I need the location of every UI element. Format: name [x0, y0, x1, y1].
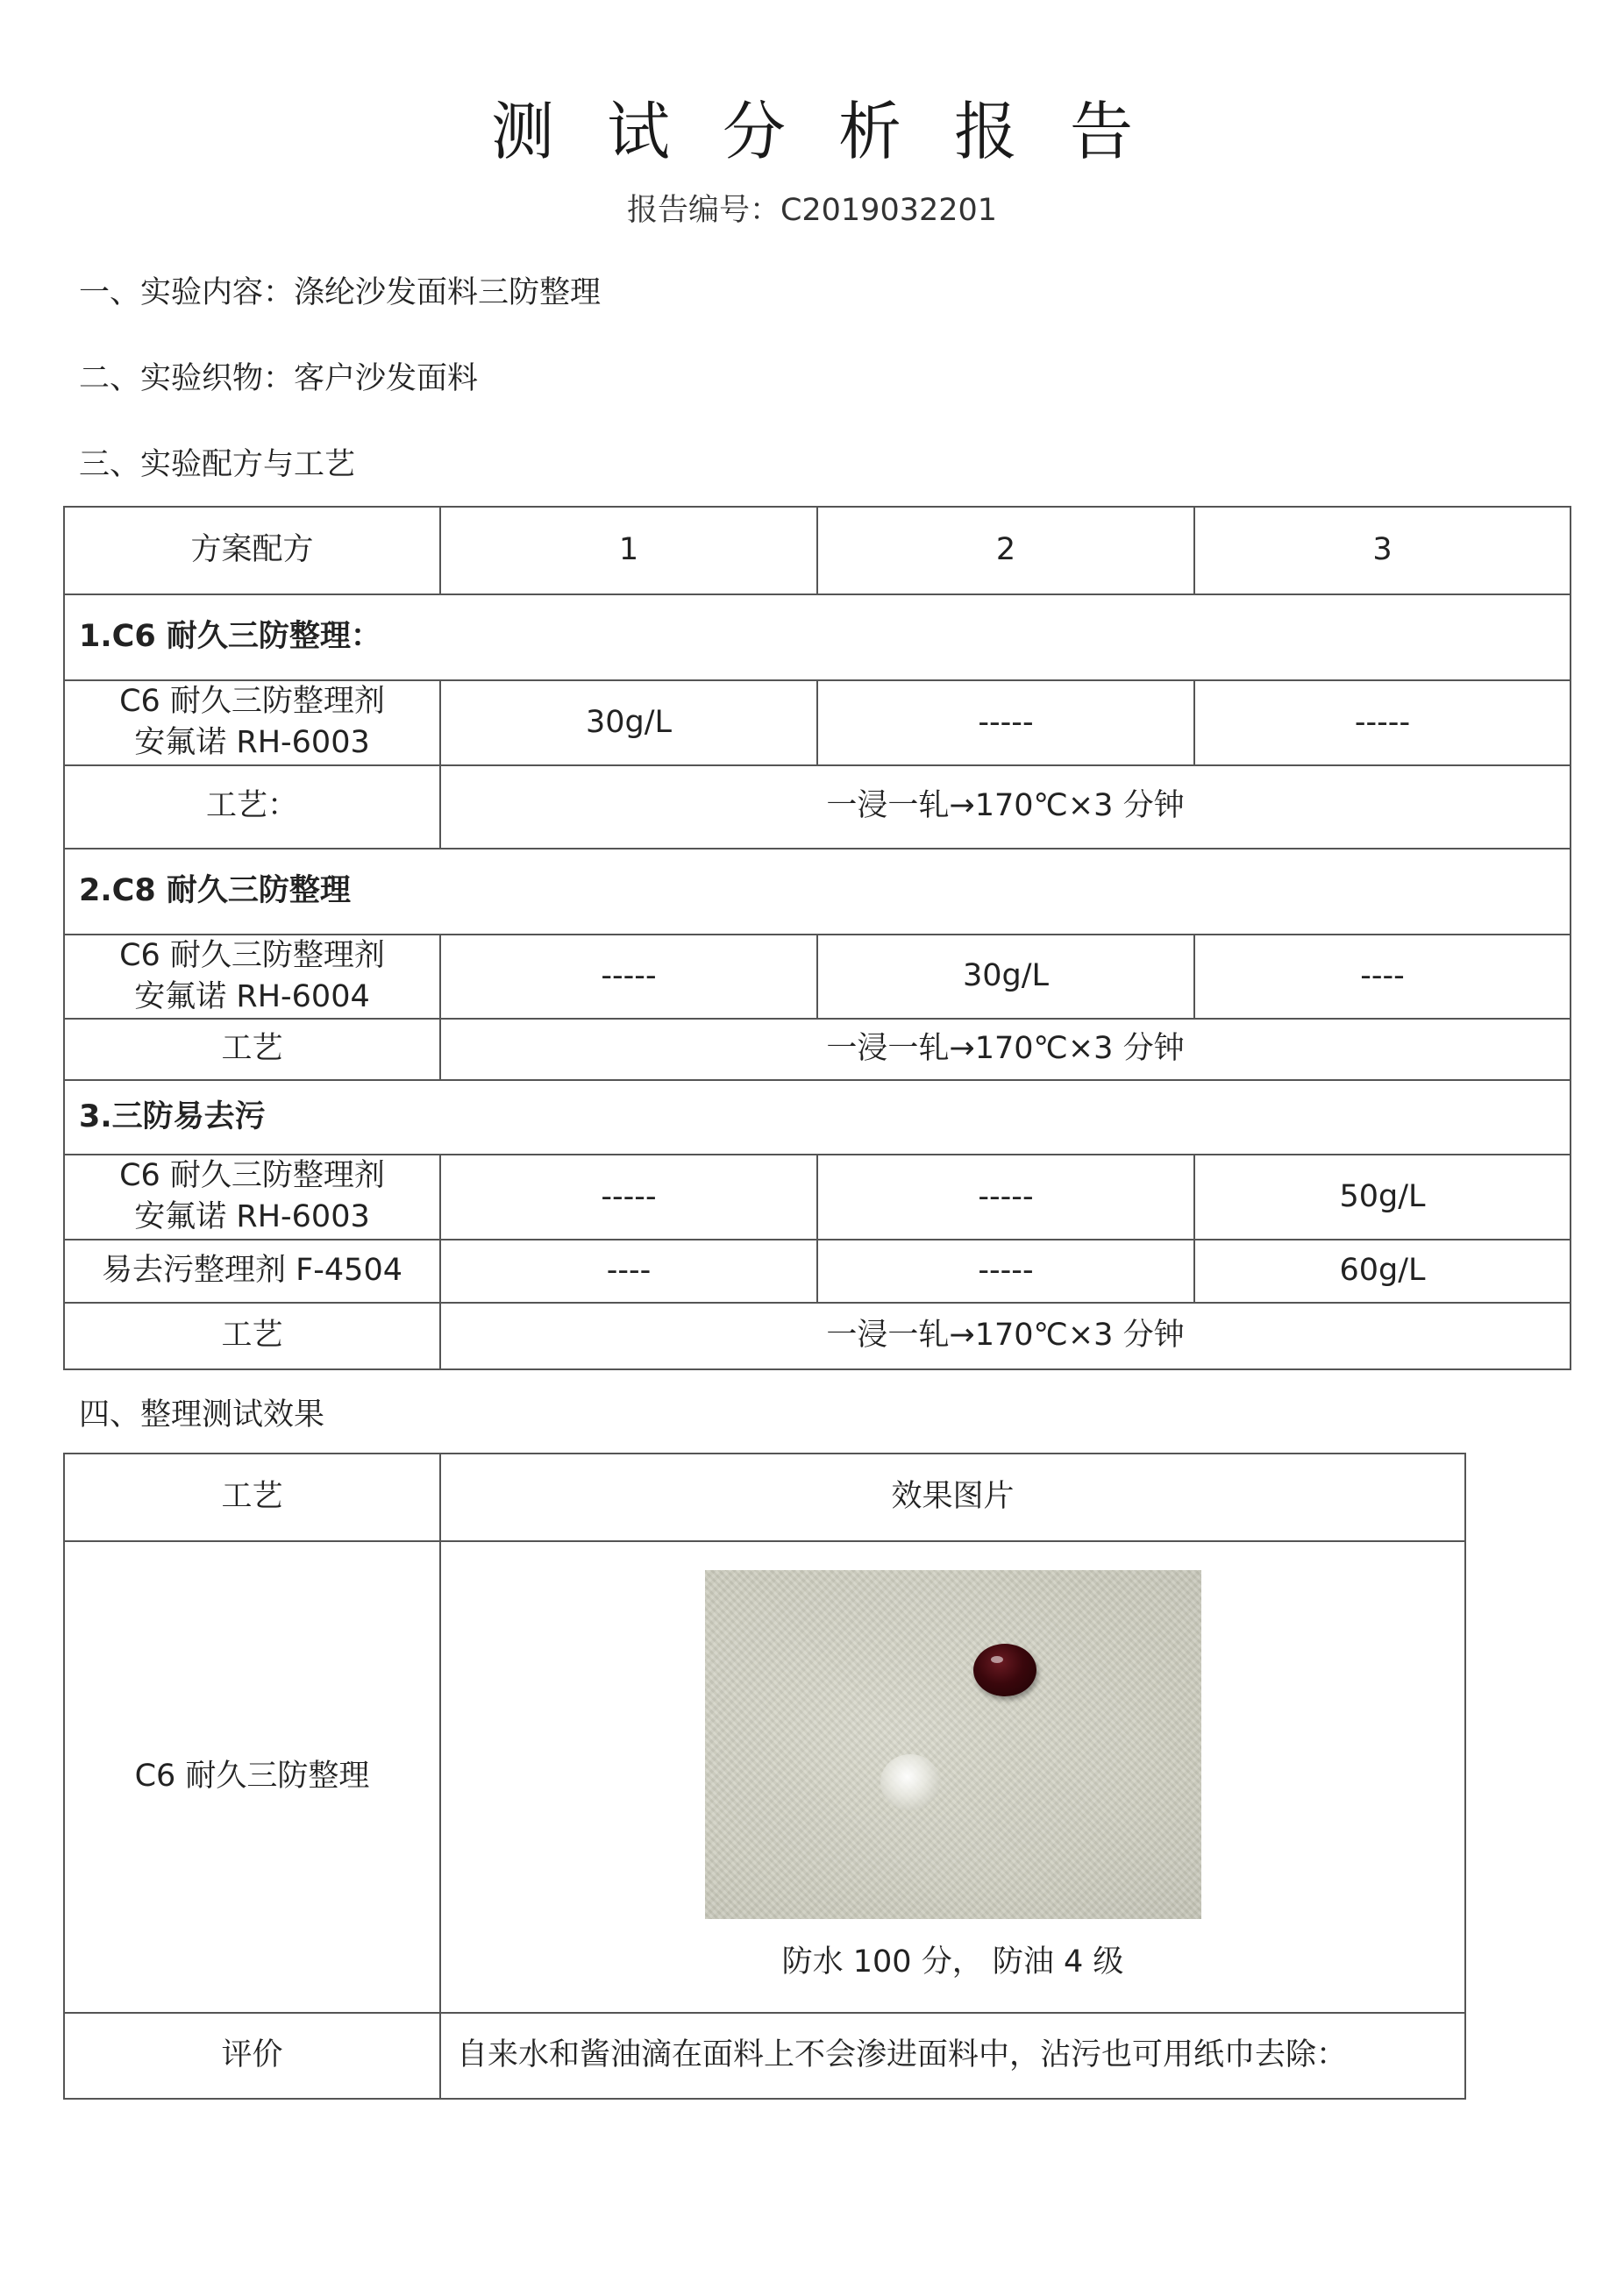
plan-3-value: 50g/L — [1194, 1155, 1571, 1240]
section-1-content: 一、实验内容：涤纶沙发面料三防整理 — [79, 275, 602, 310]
result-process-name: C6 耐久三防整理 — [64, 1541, 440, 2013]
recipe-table — [63, 506, 1571, 1370]
plan-1-value: ---- — [440, 1240, 817, 1303]
agent-name-line1: C6 耐久三防整理剂 — [119, 684, 385, 719]
agent-name-line1: C6 耐久三防整理剂 — [119, 937, 385, 973]
group-3-process-row — [64, 1303, 1571, 1369]
header-recipe: 方案配方 — [64, 507, 440, 594]
group-2-agent-row — [64, 935, 1571, 1020]
soy-sauce-droplet — [973, 1644, 1036, 1696]
water-droplet — [880, 1754, 940, 1810]
plan-3-value: 60g/L — [1194, 1240, 1571, 1303]
process-label: 工艺： — [64, 765, 440, 849]
plan-2-value: ----- — [817, 680, 1194, 765]
process-value: 一浸一轧→170℃×3 分钟 — [440, 1303, 1571, 1369]
section-3-recipe: 三、实验配方与工艺 — [79, 447, 356, 482]
plan-2-value: ----- — [817, 1240, 1194, 1303]
plan-3-value: ----- — [1194, 680, 1571, 765]
fabric-test-photo — [705, 1570, 1201, 1919]
plan-1-value: ----- — [440, 1155, 817, 1240]
group-3-agent2-row — [64, 1240, 1571, 1303]
agent-name-line2: 安氟诺 RH-6004 — [134, 978, 370, 1014]
section-2-fabric: 二、实验织物：客户沙发面料 — [79, 361, 479, 396]
group-2-title: 2.C8 耐久三防整理 — [64, 849, 1571, 935]
group-3-agent-row — [64, 1155, 1571, 1240]
result-photo-row — [64, 1541, 1465, 2013]
header-plan-3: 3 — [1194, 507, 1571, 594]
process-label: 工艺 — [64, 1019, 440, 1080]
group-1-process-row — [64, 765, 1571, 849]
plan-2-value: 30g/L — [817, 935, 1194, 1020]
agent-name-line2: 安氟诺 RH-6003 — [134, 1199, 370, 1235]
section-4-results: 四、整理测试效果 — [79, 1397, 325, 1432]
result-eval-row — [64, 2013, 1465, 2099]
plan-1-value: ----- — [440, 935, 817, 1020]
agent-name-line1: C6 耐久三防整理剂 — [119, 1158, 385, 1193]
plan-2-value: ----- — [817, 1155, 1194, 1240]
recipe-header-row — [64, 507, 1571, 594]
header-effect-photo: 效果图片 — [440, 1454, 1465, 1541]
agent2-name: 易去污整理剂 F-4504 — [64, 1240, 440, 1303]
result-photo-cell — [440, 1541, 1465, 2013]
group-2-process-row — [64, 1019, 1571, 1080]
photo-caption: 防水 100 分， 防油 4 级 — [781, 1944, 1124, 1980]
agent-name — [64, 680, 440, 765]
group-1-agent-row — [64, 680, 1571, 765]
eval-text: 自来水和酱油滴在面料上不会渗进面料中，沾污也可用纸巾去除： — [440, 2013, 1465, 2099]
group-1-title: 1.C6 耐久三防整理： — [64, 594, 1571, 680]
agent-name — [64, 1155, 440, 1240]
header-plan-2: 2 — [817, 507, 1194, 594]
plan-3-value: ---- — [1194, 935, 1571, 1020]
process-label: 工艺 — [64, 1303, 440, 1369]
agent-name — [64, 935, 440, 1020]
report-number: 报告编号：C2019032201 — [626, 193, 998, 228]
eval-label: 评价 — [64, 2013, 440, 2099]
agent-name-line2: 安氟诺 RH-6003 — [134, 725, 370, 761]
group-3-title: 3.三防易去污 — [64, 1080, 1571, 1155]
result-header-row — [64, 1454, 1465, 1541]
process-value: 一浸一轧→170℃×3 分钟 — [440, 1019, 1571, 1080]
result-table — [63, 1453, 1466, 2100]
header-plan-1: 1 — [440, 507, 817, 594]
plan-1-value: 30g/L — [440, 680, 817, 765]
process-value: 一浸一轧→170℃×3 分钟 — [440, 765, 1571, 849]
header-process: 工艺 — [64, 1454, 440, 1541]
report-title: 测试分析报告 — [490, 95, 1186, 168]
